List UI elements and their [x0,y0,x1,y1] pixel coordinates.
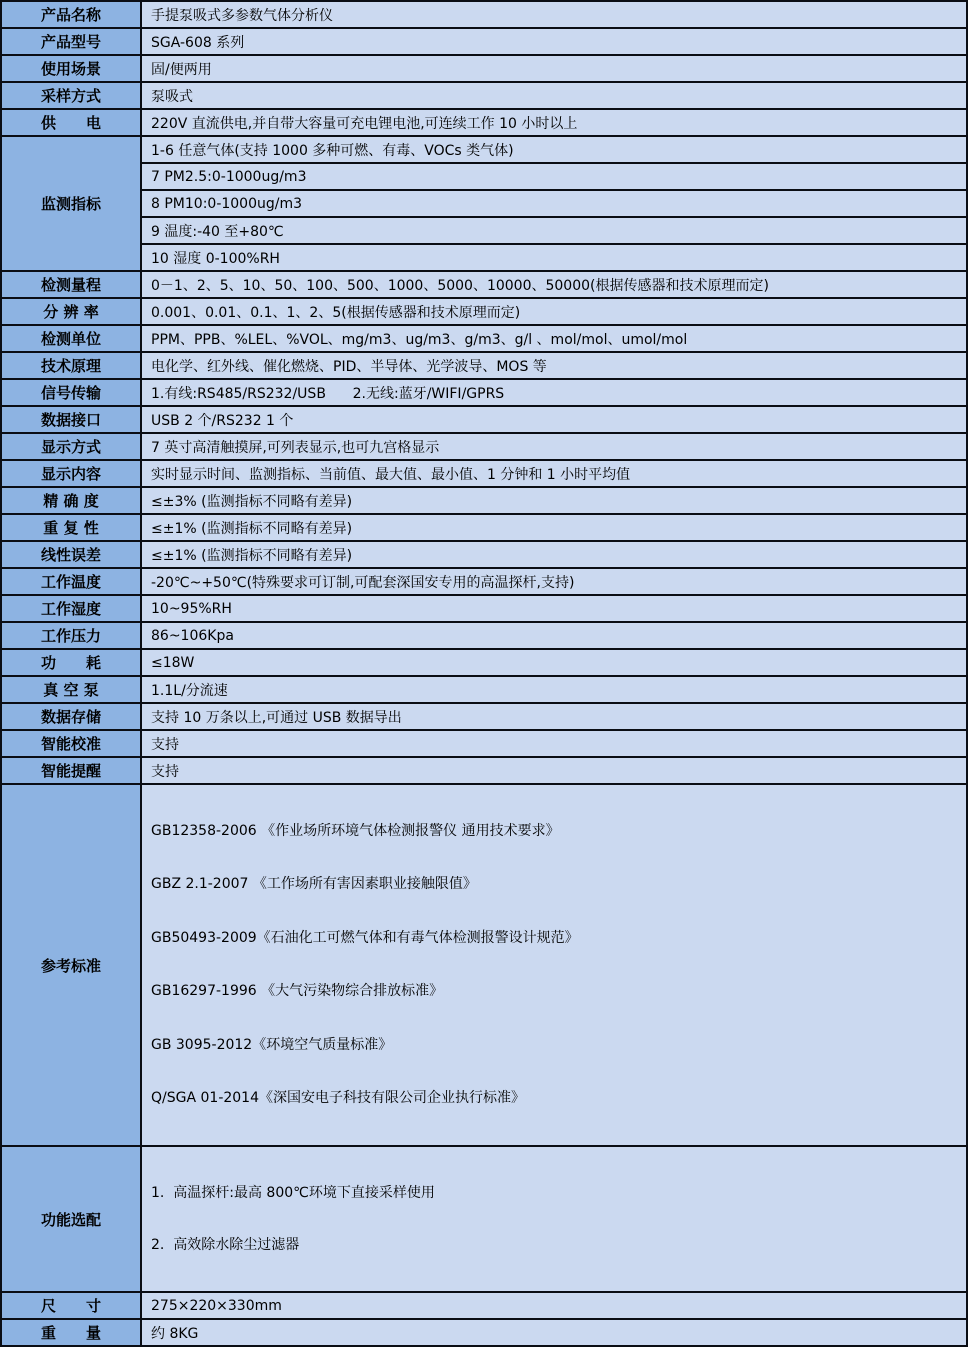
spec-value: ≤18W [141,649,967,676]
spec-label: 尺 寸 [1,1292,141,1319]
spec-label: 信号传输 [1,379,141,406]
spec-label: 工作温度 [1,568,141,595]
table-row [1,784,967,1146]
spec-label: 检测单位 [1,325,141,352]
table-row [1,190,967,217]
spec-label: 智能提醒 [1,757,141,784]
spec-value: 220V 直流供电,并自带大容量可充电锂电池,可连续工作 10 小时以上 [141,109,967,136]
spec-value: 手提泵吸式多参数气体分析仪 [141,1,967,28]
table-row [1,568,967,595]
table-row [1,514,967,541]
table-row [1,379,967,406]
spec-label: 产品名称 [1,1,141,28]
spec-label: 数据接口 [1,406,141,433]
table-row [1,244,967,271]
table-row [1,433,967,460]
spec-label: 供 电 [1,109,141,136]
spec-label: 功能选配 [1,1146,141,1292]
spec-value: 0－1、2、5、10、50、100、500、1000、5000、10000、50000(根据传感器和技术原理而定) [141,271,967,298]
table-row [1,541,967,568]
table-row [1,649,967,676]
spec-label: 精 确 度 [1,487,141,514]
table-row [1,82,967,109]
table-row [1,109,967,136]
spec-label: 产品型号 [1,28,141,55]
table-row [1,136,967,163]
table-row [1,757,967,784]
spec-subvalue: 7 PM2.5:0-1000ug/m3 [141,163,967,190]
table-row [1,676,967,703]
table-row [1,1,967,28]
spec-label: 数据存储 [1,703,141,730]
table-row [1,1146,967,1292]
spec-label: 线性误差 [1,541,141,568]
table-row [1,1292,967,1319]
table-row [1,406,967,433]
table-row [1,55,967,82]
option-line: 2. 高效除水除尘过滤器 [151,1237,300,1254]
spec-label: 显示方式 [1,433,141,460]
spec-label: 工作湿度 [1,595,141,622]
spec-value [141,784,967,1146]
standard-line: GB16297-1996 《大气污染物综合排放标准》 [151,983,444,1000]
spec-value: ≤±1% (监测指标不同略有差异) [141,541,967,568]
spec-value: PPM、PPB、%LEL、%VOL、mg/m3、ug/m3、g/m3、g/l 、mol/mol、umol/mol [141,325,967,352]
table-row [1,730,967,757]
spec-value: 约 8KG [141,1319,967,1346]
table-row [1,352,967,379]
spec-label: 参考标准 [1,784,141,1146]
spec-value: 1.1L/分流速 [141,676,967,703]
spec-value: 0.001、0.01、0.1、1、2、5(根据传感器和技术原理而定) [141,298,967,325]
spec-value: 支持 10 万条以上,可通过 USB 数据导出 [141,703,967,730]
spec-subvalue: 9 温度:-40 至+80℃ [141,217,967,244]
table-row [1,325,967,352]
option-line: 1. 高温探杆:最高 800℃环境下直接采样使用 [151,1185,435,1202]
spec-label: 重 复 性 [1,514,141,541]
spec-value: -20℃~+50℃(特殊要求可订制,可配套深国安专用的高温探杆,支持) [141,568,967,595]
spec-label: 重 量 [1,1319,141,1346]
spec-label: 显示内容 [1,460,141,487]
table-row [1,298,967,325]
spec-value: 7 英寸高清触摸屏,可列表显示,也可九宫格显示 [141,433,967,460]
spec-value: USB 2 个/RS232 1 个 [141,406,967,433]
spec-label: 智能校准 [1,730,141,757]
spec-label: 功 耗 [1,649,141,676]
spec-label: 采样方式 [1,82,141,109]
spec-label: 监测指标 [1,136,141,271]
spec-label: 使用场景 [1,55,141,82]
table-row [1,460,967,487]
spec-subvalue: 8 PM10:0-1000ug/m3 [141,190,967,217]
spec-value: 86~106Kpa [141,622,967,649]
table-row [1,271,967,298]
spec-value [141,1146,967,1292]
spec-label: 真 空 泵 [1,676,141,703]
spec-subvalue: 1-6 任意气体(支持 1000 多种可燃、有毒、VOCs 类气体) [141,136,967,163]
table-row [1,595,967,622]
spec-value: ≤±3% (监测指标不同略有差异) [141,487,967,514]
spec-label: 检测量程 [1,271,141,298]
spec-label: 分 辨 率 [1,298,141,325]
spec-label: 技术原理 [1,352,141,379]
spec-value: 电化学、红外线、催化燃烧、PID、半导体、光学波导、MOS 等 [141,352,967,379]
table-row [1,487,967,514]
table-row [1,163,967,190]
spec-value: ≤±1% (监测指标不同略有差异) [141,514,967,541]
standard-line: GB50493-2009《石油化工可燃气体和有毒气体检测报警设计规范》 [151,929,579,946]
standard-line: GB12358-2006 《作业场所环境气体检测报警仪 通用技术要求》 [151,823,560,839]
standard-line: GB 3095-2012《环境空气质量标准》 [151,1036,393,1053]
table-row [1,217,967,244]
spec-value: 支持 [141,757,967,784]
standard-line: Q/SGA 01-2014《深国安电子科技有限公司企业执行标准》 [151,1090,525,1107]
spec-label: 工作压力 [1,622,141,649]
table-row [1,622,967,649]
spec-subvalue: 10 湿度 0-100%RH [141,244,967,271]
table-row [1,703,967,730]
spec-value: 支持 [141,730,967,757]
spec-value: 10~95%RH [141,595,967,622]
spec-value: 1.有线:RS485/RS232/USB 2.无线:蓝牙/WIFI/GPRS [141,379,967,406]
spec-value: 固/便两用 [141,55,967,82]
spec-value: 275×220×330mm [141,1292,967,1319]
table-row [1,1319,967,1346]
spec-value: 实时显示时间、监测指标、当前值、最大值、最小值、1 分钟和 1 小时平均值 [141,460,967,487]
spec-value: 泵吸式 [141,82,967,109]
standard-line: GBZ 2.1-2007 《工作场所有害因素职业接触限值》 [151,876,477,893]
spec-value: SGA-608 系列 [141,28,967,55]
table-row [1,28,967,55]
